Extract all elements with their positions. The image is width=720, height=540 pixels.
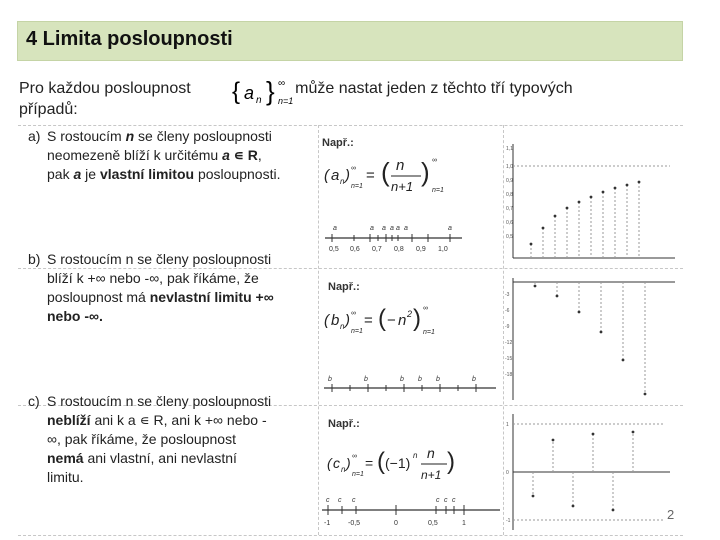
svg-text:): ) [413, 305, 421, 332]
svg-text:1,0: 1,0 [506, 164, 513, 170]
svg-text:c: c [333, 455, 340, 471]
case-c-line5: limitu. [47, 469, 84, 485]
svg-text:(: ( [324, 312, 329, 329]
svg-text:-6: -6 [505, 308, 510, 314]
example-label-a: Např.: [322, 137, 354, 149]
svg-text:c: c [436, 497, 440, 504]
svg-text:): ) [421, 157, 430, 187]
svg-text:a: a [396, 225, 400, 232]
svg-text:a: a [390, 225, 394, 232]
svg-text:n+1: n+1 [421, 468, 442, 482]
svg-text:n: n [413, 451, 418, 460]
svg-text:=: = [364, 312, 373, 329]
svg-text:0,8: 0,8 [506, 192, 513, 198]
svg-text:0: 0 [506, 470, 509, 476]
svg-text:b: b [331, 312, 340, 329]
svg-text:n: n [340, 177, 345, 186]
graph-b [505, 272, 680, 402]
case-a-line3: pak a je vlastní limitou posloupnosti. [47, 166, 281, 182]
svg-text:b: b [418, 376, 422, 383]
divider-line [318, 125, 319, 535]
case-b-line1: S rostoucím n se členy posloupnosti [47, 251, 272, 267]
tick-label: 0,5 [428, 520, 438, 527]
intro-before: Pro každou posloupnost [19, 80, 191, 97]
example-label-b: Např.: [328, 281, 360, 293]
tick-label: -1 [324, 520, 331, 527]
svg-text:∞: ∞ [432, 157, 437, 164]
tick-label: 1,0 [438, 246, 448, 253]
svg-text:n=1: n=1 [423, 329, 435, 336]
svg-text:(: ( [381, 157, 390, 187]
svg-text:0,5: 0,5 [506, 234, 513, 240]
svg-text:=: = [366, 167, 375, 184]
graph-c [505, 410, 675, 532]
svg-text:n+1: n+1 [391, 179, 414, 194]
svg-text:c: c [352, 497, 356, 504]
title-bar [17, 21, 683, 61]
svg-text:n: n [256, 95, 262, 106]
svg-text:): ) [346, 455, 351, 471]
tick-label: 1 [462, 520, 466, 527]
svg-text:c: c [444, 497, 448, 504]
svg-text:∞: ∞ [278, 78, 286, 89]
formula-a [322, 150, 442, 198]
svg-text:-9: -9 [505, 324, 510, 330]
intro-after: může nastat jeden z těchto tří typových [295, 80, 573, 97]
svg-text:1,1: 1,1 [506, 146, 513, 152]
case-a-line2: neomezeně blíží k určitému a ∊ R, [47, 147, 262, 163]
svg-text:1: 1 [506, 422, 509, 428]
tick-label: 0,7 [372, 246, 382, 253]
svg-text:c: c [452, 497, 456, 504]
svg-text:-18: -18 [505, 372, 513, 378]
page-number: 2 [667, 507, 675, 522]
svg-text:b: b [472, 376, 476, 383]
case-a-line1: S rostoucím n se členy posloupnosti [47, 128, 272, 144]
svg-text:-3: -3 [505, 292, 510, 298]
svg-text:a: a [448, 225, 452, 232]
svg-text:2: 2 [407, 309, 413, 319]
svg-text:∞: ∞ [352, 453, 357, 460]
divider-line [18, 535, 683, 536]
svg-text:): ) [345, 167, 350, 184]
svg-text:b: b [328, 376, 332, 383]
svg-text:a: a [333, 225, 337, 232]
case-b [28, 250, 318, 330]
svg-text:(: ( [378, 305, 386, 332]
tick-label: 0,9 [416, 246, 426, 253]
svg-text:0,7: 0,7 [506, 206, 513, 212]
svg-text:a: a [370, 225, 374, 232]
svg-text:n: n [340, 322, 345, 331]
svg-text:}: } [266, 76, 275, 106]
svg-text:0,9: 0,9 [506, 178, 513, 184]
svg-text:-1: -1 [506, 518, 511, 524]
svg-text:): ) [447, 448, 455, 475]
example-label-c: Např.: [328, 418, 360, 430]
svg-text:b: b [436, 376, 440, 383]
svg-text:n: n [396, 157, 405, 174]
svg-text:-12: -12 [505, 340, 513, 346]
tick-label: 0,8 [394, 246, 404, 253]
case-c-line1: S rostoucím n se členy posloupnosti [47, 393, 272, 409]
tick-label: 0,6 [350, 246, 360, 253]
svg-text:-15: -15 [505, 356, 513, 362]
tick-label: -0,5 [348, 520, 361, 527]
svg-text:a: a [382, 225, 386, 232]
svg-text:c: c [326, 497, 330, 504]
formula-b [322, 298, 435, 338]
sequence-formula [230, 74, 304, 108]
svg-text:b: b [400, 376, 404, 383]
case-c-line4: nemá ani vlastní, ani nevlastní [47, 450, 237, 466]
svg-text:(: ( [377, 448, 385, 475]
svg-text:∞: ∞ [351, 310, 356, 317]
case-c-label: c) [28, 393, 40, 409]
tick-label: 0,5 [329, 246, 339, 253]
svg-text:=: = [365, 455, 374, 471]
page-title: 4 Limita posloupnosti [26, 28, 233, 50]
svg-text:n=1: n=1 [351, 328, 363, 335]
svg-text:∞: ∞ [351, 165, 356, 172]
svg-text:a: a [244, 83, 255, 103]
svg-text:∞: ∞ [423, 305, 428, 312]
svg-text:n=1: n=1 [278, 96, 294, 106]
case-b-label: b) [28, 251, 41, 267]
svg-text:n=1: n=1 [432, 187, 444, 194]
case-c-line3: ∞, pak říkáme, že posloupnost [47, 431, 236, 447]
number-line-c [318, 492, 503, 530]
svg-text:{: { [232, 78, 241, 105]
number-line-b [320, 372, 500, 400]
svg-text:(−1): (−1) [385, 455, 411, 471]
intro-line2: případů: [19, 101, 78, 118]
svg-text:n: n [398, 312, 407, 329]
formula-c [325, 438, 460, 486]
case-b-line4: nebo -∞. [47, 308, 103, 324]
svg-text:n=1: n=1 [352, 471, 364, 478]
svg-text:n: n [341, 465, 346, 474]
svg-text:a: a [404, 225, 408, 232]
divider-line [18, 125, 683, 126]
case-a [28, 127, 318, 187]
case-b-line2: blíží k +∞ nebo -∞, pak říkáme, že [47, 270, 259, 286]
number-line-a [320, 218, 465, 258]
svg-text:(: ( [324, 167, 329, 184]
svg-text:a: a [331, 167, 340, 184]
svg-text:n=1: n=1 [351, 183, 363, 190]
case-b-line3: posloupnost má nevlastní limitu +∞ [47, 289, 274, 305]
svg-text:(: ( [327, 455, 332, 471]
tick-label: 0 [394, 520, 398, 527]
svg-text:n: n [427, 445, 435, 461]
svg-text:b: b [364, 376, 368, 383]
svg-text:0,6: 0,6 [506, 220, 513, 226]
graph-a [505, 140, 680, 265]
divider-line [503, 125, 504, 535]
svg-text:c: c [338, 497, 342, 504]
case-a-label: a) [28, 128, 41, 144]
case-c-line2: neblíží ani k a ∊ R, ani k +∞ nebo - [47, 412, 267, 428]
svg-text:): ) [345, 312, 350, 329]
case-c [28, 392, 318, 492]
svg-text:−: − [387, 312, 396, 329]
